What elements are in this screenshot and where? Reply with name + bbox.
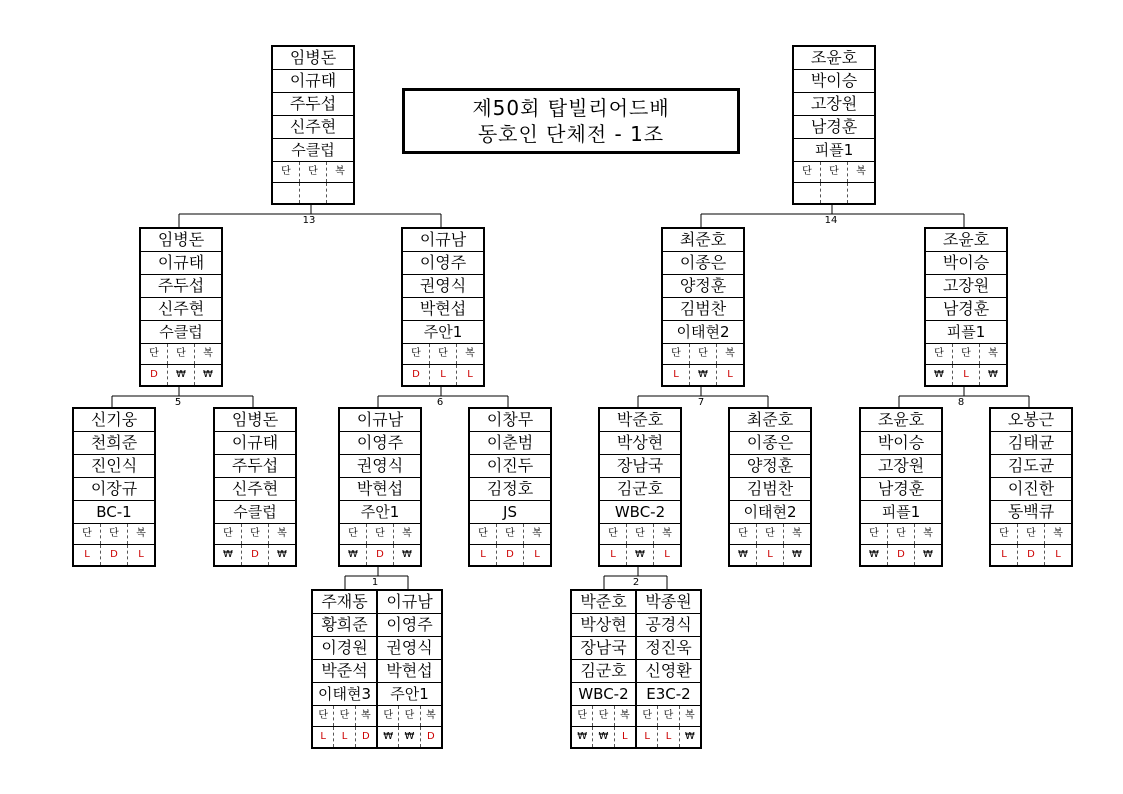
- player-name: 박현섭: [340, 478, 420, 501]
- result-header-cell: 단: [378, 706, 399, 726]
- result-cell: D: [361, 731, 370, 742]
- result-header-row: [572, 706, 635, 727]
- player-name: 이규남: [340, 409, 420, 432]
- result-header-cell: 단: [730, 524, 757, 544]
- player-name: 이춘범: [470, 432, 550, 455]
- result-header-row: [215, 524, 295, 545]
- match-number-8: 8: [957, 397, 965, 408]
- team-card: [792, 45, 876, 205]
- result-cell: L: [658, 727, 679, 747]
- result-header-cell: 단: [888, 524, 915, 544]
- player-name: 신기웅: [74, 409, 154, 432]
- player-name: 김군호: [600, 478, 680, 501]
- result-header-cell: 단: [757, 524, 784, 544]
- result-header-row: [663, 344, 743, 365]
- team-club-name: 피플1: [861, 501, 941, 524]
- player-name: 최준호: [730, 409, 810, 432]
- team-club-name: WBC-2: [572, 683, 635, 706]
- result-row: [273, 183, 353, 203]
- match-number-2: 2: [632, 577, 640, 588]
- match-number-7: 7: [697, 397, 705, 408]
- player-name: 장남국: [572, 637, 635, 660]
- player-name: 임병돈: [273, 47, 353, 70]
- player-name: 천희준: [74, 432, 154, 455]
- result-header-cell: 단: [926, 344, 953, 364]
- result-header-cell: 복: [203, 348, 213, 359]
- result-header-cell: 단: [313, 706, 334, 726]
- player-name: 이영주: [403, 252, 483, 275]
- result-header-cell: 복: [277, 528, 287, 539]
- player-name: 황희준: [313, 614, 376, 637]
- player-name: 이규남: [378, 591, 441, 614]
- player-name: 박상현: [572, 614, 635, 637]
- result-header-cell: 단: [572, 706, 593, 726]
- result-row: [926, 365, 1006, 385]
- result-cell: ₩: [792, 549, 802, 560]
- team-club-name: 이태현2: [730, 501, 810, 524]
- result-header-cell: 복: [360, 710, 371, 721]
- team-card: [401, 227, 485, 387]
- result-row: [74, 545, 154, 565]
- result-header-cell: 복: [532, 528, 542, 539]
- player-name: 김군호: [572, 660, 635, 683]
- result-header-cell: 단: [497, 524, 524, 544]
- result-cell: L: [953, 365, 980, 385]
- result-cell: [794, 183, 821, 203]
- result-cell: L: [74, 545, 101, 565]
- player-name: 권영식: [378, 637, 441, 660]
- result-header-cell: 단: [430, 344, 457, 364]
- result-cell: ₩: [988, 369, 998, 380]
- result-header-row: [926, 344, 1006, 365]
- player-name: 이규남: [403, 229, 483, 252]
- team-card: [859, 407, 943, 567]
- result-header-row: [141, 344, 221, 365]
- result-header-cell: 단: [273, 162, 300, 182]
- result-cell: D: [141, 365, 168, 385]
- result-header-row: [378, 706, 441, 727]
- player-name: 주재동: [313, 591, 376, 614]
- team-club-name: WBC-2: [600, 501, 680, 524]
- result-cell: ₩: [593, 727, 614, 747]
- result-row: [470, 545, 550, 565]
- result-header-cell: 단: [690, 344, 717, 364]
- team-card: [213, 407, 297, 567]
- player-name: 김범찬: [730, 478, 810, 501]
- result-cell: ₩: [923, 549, 933, 560]
- result-header-cell: 단: [242, 524, 269, 544]
- team-club-name: 주안1: [340, 501, 420, 524]
- result-header-row: [730, 524, 810, 545]
- player-name: 신주현: [273, 116, 353, 139]
- player-name: 주두섭: [273, 93, 353, 116]
- player-name: 정진욱: [637, 637, 700, 660]
- result-header-cell: 단: [403, 344, 430, 364]
- team-card: [72, 407, 156, 567]
- result-header-cell: 복: [684, 710, 695, 721]
- result-header-cell: 복: [662, 528, 672, 539]
- result-header-cell: 단: [794, 162, 821, 182]
- result-header-cell: 단: [141, 344, 168, 364]
- team-club-name: JS: [470, 501, 550, 524]
- player-name: 공경식: [637, 614, 700, 637]
- match-number-14: 14: [824, 215, 838, 226]
- result-cell: D: [1018, 545, 1045, 565]
- team-club-name: 주안1: [403, 321, 483, 344]
- player-name: 이진한: [991, 478, 1071, 501]
- team-card: [635, 589, 702, 749]
- result-header-cell: 단: [399, 706, 420, 726]
- result-cell: D: [888, 545, 915, 565]
- player-name: 최준호: [663, 229, 743, 252]
- title-line-1: 제50회 탑빌리어드배: [472, 96, 670, 120]
- result-header-cell: 단: [663, 344, 690, 364]
- result-header-cell: 단: [334, 706, 355, 726]
- player-name: 임병돈: [215, 409, 295, 432]
- result-cell: D: [101, 545, 128, 565]
- team-club-name: 피플1: [926, 321, 1006, 344]
- player-name: 남경훈: [861, 478, 941, 501]
- result-header-cell: 복: [792, 528, 802, 539]
- result-row: [403, 365, 483, 385]
- result-header-row: [861, 524, 941, 545]
- team-card: [661, 227, 745, 387]
- result-header-cell: 단: [101, 524, 128, 544]
- result-header-cell: 단: [168, 344, 195, 364]
- result-header-cell: 복: [923, 528, 933, 539]
- match-number-6: 6: [436, 397, 444, 408]
- team-club-name: 이태현3: [313, 683, 376, 706]
- result-cell: ₩: [926, 365, 953, 385]
- result-row: [215, 545, 295, 565]
- player-name: 고장원: [861, 455, 941, 478]
- result-cell: ₩: [215, 545, 242, 565]
- player-name: 박이승: [926, 252, 1006, 275]
- result-header-row: [470, 524, 550, 545]
- result-header-cell: 복: [425, 710, 436, 721]
- result-cell: L: [757, 545, 784, 565]
- result-cell: ₩: [203, 369, 213, 380]
- result-cell: L: [727, 369, 733, 380]
- result-cell: ₩: [277, 549, 287, 560]
- result-header-cell: 단: [821, 162, 848, 182]
- player-name: 양정훈: [730, 455, 810, 478]
- result-row: [313, 727, 376, 747]
- result-row: [730, 545, 810, 565]
- result-cell: D: [497, 545, 524, 565]
- result-row: [794, 183, 874, 203]
- result-header-row: [637, 706, 700, 727]
- result-header-row: [74, 524, 154, 545]
- team-card: [376, 589, 443, 749]
- result-header-cell: 복: [725, 348, 735, 359]
- result-row: [378, 727, 441, 747]
- result-cell: ₩: [399, 727, 420, 747]
- result-cell: L: [663, 365, 690, 385]
- player-name: 이종은: [730, 432, 810, 455]
- result-cell: ₩: [690, 365, 717, 385]
- team-card: [468, 407, 552, 567]
- result-cell: L: [138, 549, 144, 560]
- player-name: 이경원: [313, 637, 376, 660]
- result-cell: ₩: [402, 549, 412, 560]
- team-card: [989, 407, 1073, 567]
- result-header-cell: 단: [861, 524, 888, 544]
- result-header-row: [600, 524, 680, 545]
- result-header-cell: 단: [991, 524, 1018, 544]
- result-header-cell: 복: [465, 348, 475, 359]
- result-cell: [821, 183, 848, 203]
- result-header-cell: 단: [340, 524, 367, 544]
- result-cell: [848, 183, 874, 203]
- player-name: 박이승: [794, 70, 874, 93]
- player-name: 박상현: [600, 432, 680, 455]
- result-cell: D: [242, 545, 269, 565]
- player-name: 김태균: [991, 432, 1071, 455]
- result-header-row: [273, 162, 353, 183]
- player-name: 박현섭: [403, 298, 483, 321]
- player-name: 김정호: [470, 478, 550, 501]
- player-name: 남경훈: [926, 298, 1006, 321]
- match-number-13: 13: [302, 215, 316, 226]
- result-header-cell: 복: [335, 166, 345, 177]
- player-name: 김범찬: [663, 298, 743, 321]
- player-name: 박현섭: [378, 660, 441, 683]
- result-row: [663, 365, 743, 385]
- team-club-name: 주안1: [378, 683, 441, 706]
- player-name: 김도균: [991, 455, 1071, 478]
- player-name: 이진두: [470, 455, 550, 478]
- player-name: 이영주: [378, 614, 441, 637]
- player-name: 양정훈: [663, 275, 743, 298]
- player-name: 조윤호: [861, 409, 941, 432]
- player-name: 오봉근: [991, 409, 1071, 432]
- team-card: [338, 407, 422, 567]
- player-name: 박준석: [313, 660, 376, 683]
- result-header-cell: 복: [619, 710, 630, 721]
- result-cell: [273, 183, 300, 203]
- result-header-row: [313, 706, 376, 727]
- player-name: 주두섭: [141, 275, 221, 298]
- result-cell: L: [664, 549, 670, 560]
- player-name: 이종은: [663, 252, 743, 275]
- result-header-cell: 복: [988, 348, 998, 359]
- result-cell: [327, 183, 353, 203]
- team-card: [271, 45, 355, 205]
- team-card: [924, 227, 1008, 387]
- player-name: 임병돈: [141, 229, 221, 252]
- result-row: [141, 365, 221, 385]
- result-cell: ₩: [684, 731, 695, 742]
- match-number-5: 5: [174, 397, 182, 408]
- result-cell: L: [470, 545, 497, 565]
- result-cell: L: [313, 727, 334, 747]
- match-number-1: 1: [371, 577, 379, 588]
- player-name: 박준호: [572, 591, 635, 614]
- player-name: 신주현: [215, 478, 295, 501]
- result-cell: D: [426, 731, 435, 742]
- result-header-cell: 단: [637, 706, 658, 726]
- result-cell: L: [622, 731, 628, 742]
- result-header-row: [340, 524, 420, 545]
- team-card: [570, 589, 637, 749]
- result-row: [637, 727, 700, 747]
- player-name: 조윤호: [794, 47, 874, 70]
- result-cell: L: [430, 365, 457, 385]
- player-name: 남경훈: [794, 116, 874, 139]
- player-name: 이창무: [470, 409, 550, 432]
- team-club-name: 이태현2: [663, 321, 743, 344]
- title-box: [402, 88, 740, 154]
- player-name: 권영식: [403, 275, 483, 298]
- result-row: [340, 545, 420, 565]
- result-header-row: [991, 524, 1071, 545]
- player-name: 이장규: [74, 478, 154, 501]
- team-club-name: BC-1: [74, 501, 154, 524]
- result-header-cell: 단: [1018, 524, 1045, 544]
- result-row: [572, 727, 635, 747]
- result-row: [861, 545, 941, 565]
- result-cell: L: [534, 549, 540, 560]
- result-cell: ₩: [572, 727, 593, 747]
- result-cell: D: [367, 545, 394, 565]
- result-header-cell: 복: [1053, 528, 1063, 539]
- team-club-name: 수클럽: [141, 321, 221, 344]
- result-row: [991, 545, 1071, 565]
- title-line-2: 동호인 단체전 - 1조: [477, 122, 665, 146]
- player-name: 신주현: [141, 298, 221, 321]
- team-club-name: E3C-2: [637, 683, 700, 706]
- result-cell: D: [403, 365, 430, 385]
- team-club-name: 수클럽: [215, 501, 295, 524]
- result-cell: ₩: [168, 365, 195, 385]
- result-cell: L: [1055, 549, 1061, 560]
- result-cell: L: [467, 369, 473, 380]
- player-name: 고장원: [926, 275, 1006, 298]
- team-club-name: 수클럽: [273, 139, 353, 162]
- result-header-cell: 복: [136, 528, 146, 539]
- player-name: 이규태: [273, 70, 353, 93]
- player-name: 조윤호: [926, 229, 1006, 252]
- result-cell: L: [600, 545, 627, 565]
- result-cell: L: [991, 545, 1018, 565]
- player-name: 신영환: [637, 660, 700, 683]
- result-header-cell: 단: [215, 524, 242, 544]
- result-header-row: [403, 344, 483, 365]
- player-name: 주두섭: [215, 455, 295, 478]
- result-header-cell: 단: [627, 524, 654, 544]
- result-header-cell: 단: [593, 706, 614, 726]
- team-card: [728, 407, 812, 567]
- result-header-cell: 복: [402, 528, 412, 539]
- player-name: 박준호: [600, 409, 680, 432]
- result-cell: ₩: [627, 545, 654, 565]
- result-cell: ₩: [861, 545, 888, 565]
- player-name: 박이승: [861, 432, 941, 455]
- result-cell: L: [334, 727, 355, 747]
- result-header-cell: 단: [470, 524, 497, 544]
- result-header-cell: 단: [300, 162, 327, 182]
- player-name: 고장원: [794, 93, 874, 116]
- result-cell: ₩: [378, 727, 399, 747]
- player-name: 진인식: [74, 455, 154, 478]
- player-name: 동백큐: [991, 501, 1071, 524]
- result-header-cell: 단: [658, 706, 679, 726]
- team-card: [139, 227, 223, 387]
- team-club-name: 피플1: [794, 139, 874, 162]
- player-name: 권영식: [340, 455, 420, 478]
- team-card: [311, 589, 378, 749]
- result-header-cell: 단: [600, 524, 627, 544]
- player-name: 박종원: [637, 591, 700, 614]
- result-header-cell: 단: [953, 344, 980, 364]
- player-name: 이규태: [215, 432, 295, 455]
- result-cell: [300, 183, 327, 203]
- team-card: [598, 407, 682, 567]
- result-cell: ₩: [730, 545, 757, 565]
- player-name: 장남국: [600, 455, 680, 478]
- result-cell: L: [637, 727, 658, 747]
- result-header-cell: 복: [856, 166, 866, 177]
- result-cell: ₩: [340, 545, 367, 565]
- player-name: 이영주: [340, 432, 420, 455]
- player-name: 이규태: [141, 252, 221, 275]
- result-header-row: [794, 162, 874, 183]
- result-header-cell: 단: [367, 524, 394, 544]
- result-row: [600, 545, 680, 565]
- result-header-cell: 단: [74, 524, 101, 544]
